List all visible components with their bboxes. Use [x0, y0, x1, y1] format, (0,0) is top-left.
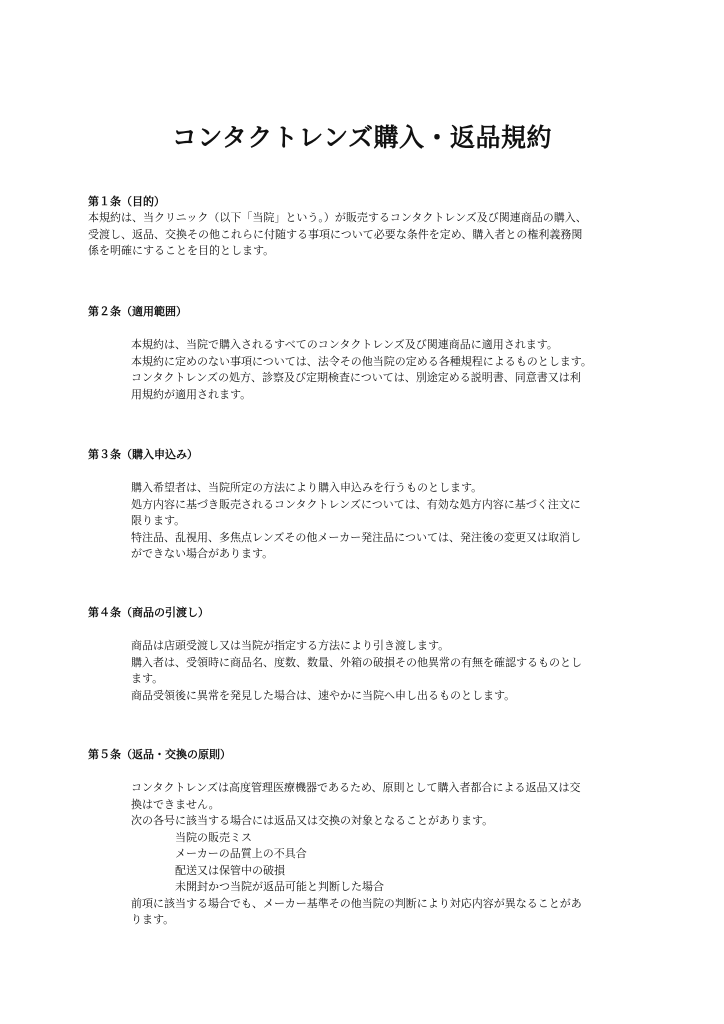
- article-paragraph: 特注品、乱視用、多焦点レンズその他メーカー発注品については、発注後の変更又は取消し ができない場合があります。: [131, 530, 581, 560]
- article-3: [88, 446, 648, 563]
- list-item: 未開封かつ当院が返品可能と判断した場合: [175, 880, 384, 893]
- article-heading: 第４条（商品の引渡し）: [88, 606, 209, 619]
- article-paragraph: 処方内容に基づき販売されるコンタクトレンズについては、有効な処方内容に基づく注文に 限ります。: [131, 497, 581, 527]
- article-paragraph: 本規約に定めのない事項については、法令その他当院の定める各種規程によるものとします。: [131, 354, 592, 368]
- article-4: [88, 604, 648, 704]
- article-heading: 第５条（返品・交換の原則）: [88, 748, 231, 761]
- list-item: 当院の販売ミス: [175, 830, 252, 844]
- article-paragraph: 購入希望者は、当院所定の方法により購入申込みを行うものとします。: [131, 481, 483, 494]
- article-5: [88, 746, 648, 929]
- article-2: [88, 303, 648, 403]
- article-paragraph: コンタクトレンズは高度管理医療機器であるため、原則として購入者都合による返品又は交 換はできません。: [131, 781, 581, 811]
- article-paragraph: 商品受領後に異常を発見した場合は、速やかに当院へ申し出るものとします。: [131, 688, 516, 702]
- article-1: [88, 193, 648, 260]
- article-paragraph: 本規約は、当院で購入されるすべてのコンタクトレンズ及び関連商品に適用されます。: [131, 338, 558, 351]
- list-item: メーカーの品質上の不具合: [175, 847, 307, 860]
- article-heading: 第２条（適用範囲）: [88, 305, 187, 318]
- article-paragraph: コンタクトレンズの処方、診察及び定期検査については、別途定める説明書、同意書又は利 用規約が適用されます。: [131, 371, 581, 401]
- article-paragraph: 商品は店頭受渡し又は当院が指定する方法により引き渡します。: [131, 639, 450, 652]
- article-paragraph: 購入者は、受領時に商品名、度数、数量、外箱の破損その他異常の有無を確認するものとし ます。: [131, 655, 582, 685]
- document-title: コンタクトレンズ購入・返品規約: [171, 123, 553, 152]
- article-heading: 第３条（購入申込み）: [88, 448, 198, 461]
- article-paragraph: 次の各号に該当する場合には返品又は交換の対象となることがあります。: [131, 814, 494, 827]
- article-paragraph: 前項に該当する場合でも、メーカー基準その他当院の判断により対応内容が異なることがあ ります。: [131, 896, 582, 926]
- article-heading: 第１条（目的）: [88, 195, 165, 208]
- list-item: 配送又は保管中の破損: [175, 863, 285, 877]
- article-paragraph: 本規約は、当クリニック（以下「当院」という。）が販売するコンタクトレンズ及び関連商品の購入、 受渡し、返品、交換その他これらに付随する事項について必要な条件を定め、購入者との権利義務関 係を明確にすることを目的とします。: [88, 211, 587, 257]
